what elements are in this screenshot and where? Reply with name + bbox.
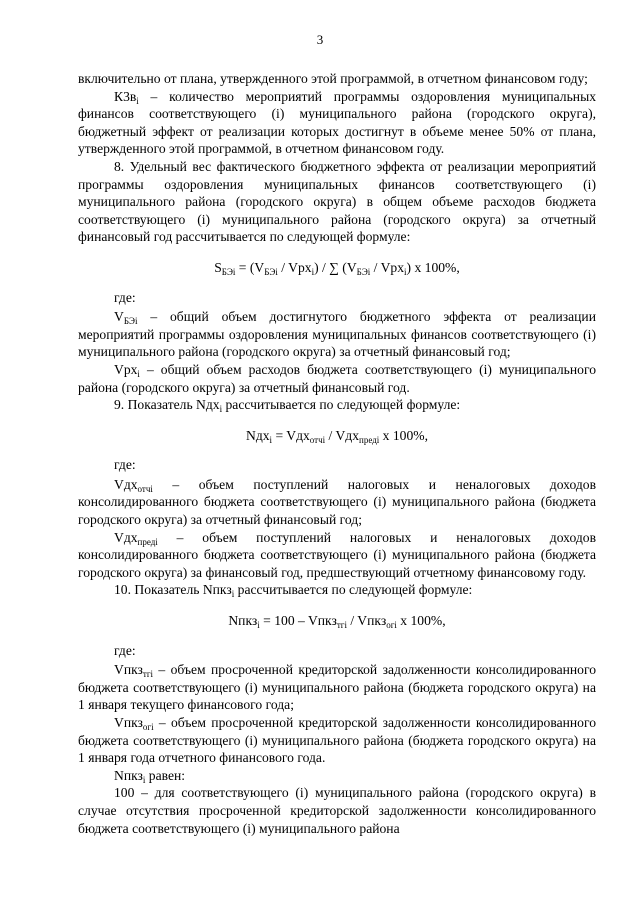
definition-text: – объем просроченной кредиторской задолженности консолидированного бюджета соответствующего (i) муниципального района (бюджета городского округа) на 1 января года отчетного финансового года. <box>78 715 596 766</box>
text-part: равен: <box>145 767 186 783</box>
formula-part: / Vпкз <box>346 613 387 629</box>
paragraph-100-case: 100 – для соответствующего (i) муниципального района (городского округа) в случае отсутствия просроченной кредиторской задолженности консолидированного бюджета соответствующего (i) муниципального района <box>78 785 596 836</box>
formula-subscript: i <box>269 434 273 445</box>
definition-vpx <box>78 361 596 396</box>
subscript: предi <box>137 536 158 547</box>
definition-vpkz-tg <box>78 661 596 714</box>
formula-subscript: i <box>404 266 407 277</box>
paragraph-9 <box>78 396 596 414</box>
definition-text: – общий объем расходов бюджета соответствующего (i) муниципального района (городского округа) за отчетный финансовый год. <box>78 361 596 395</box>
subscript: i <box>137 368 140 379</box>
text-part: рассчитывается по следующей формуле: <box>222 397 461 413</box>
formula-part: ) / ∑ (V <box>314 259 357 275</box>
paragraph-10 <box>78 581 596 599</box>
page-number: 3 <box>316 32 324 47</box>
formula-subscript: тгi <box>336 620 347 631</box>
subscript: i <box>136 95 139 106</box>
formula-part: / Vpx <box>370 259 405 275</box>
formula-subscript: БЭi <box>356 266 371 277</box>
text-part: рассчитывается по следующей формуле: <box>234 582 473 598</box>
definition-text: – объем просроченной кредиторской задолженности консолидированного бюджета соответствующего (i) муниципального района (бюджета городского округа) на 1 января текущего финансового года; <box>78 662 596 713</box>
subscript: огi <box>142 722 154 732</box>
formula-part: / Vдх <box>325 427 359 443</box>
formula-part: Nдх <box>246 427 270 443</box>
text-part: Nпкз <box>114 767 143 783</box>
formula-part: Nпкз <box>228 613 258 629</box>
formula-part: = (V <box>235 259 265 275</box>
symbol: Vдх <box>114 529 138 545</box>
formula-part: = 100 – Vпкз <box>259 613 337 629</box>
formula-subscript: отчi <box>309 434 326 445</box>
definition-vdx-pred <box>78 529 596 582</box>
definition-text: – количество мероприятий программы оздоровления муниципальных финансов соответствующего (i) муниципального района (городского округа), бюджетный эффект от реализации которых достигнут в объеме менее 50% от плана, утвержденного этой программой, в отчетном финансовом году. <box>78 88 596 157</box>
symbol: Vpx <box>114 361 138 377</box>
formula-part: / Vpx <box>277 259 312 275</box>
subscript: отчi <box>137 483 153 494</box>
where-label: где: <box>114 457 136 473</box>
definition-vdx-otch <box>78 476 596 529</box>
paragraph-intro: включительно от плана, утвержденного этой программой, в отчетном финансовом году; <box>78 71 588 86</box>
formula-subscript: БЭi <box>264 266 278 277</box>
definition-k3v <box>78 88 596 158</box>
formula-sbe <box>78 259 596 277</box>
formula-subscript: БЭi <box>221 266 236 277</box>
formula-ndx <box>78 427 596 445</box>
formula-npkz <box>78 612 596 630</box>
page-body <box>78 70 596 837</box>
definition-vpkz-og <box>78 714 596 767</box>
definition-text: – объем поступлений налоговых и неналоговых доходов консолидированного бюджета соответствующего (i) муниципального района (бюджета городского округа) за отчетный финансовый год; <box>78 476 596 528</box>
symbol: Vдх <box>114 476 138 492</box>
definition-text: – общий объем достигнутого бюджетного эффекта от реализации мероприятий программы оздоровления муниципальных финансов соответствующего (i) муниципального района (городского округа) за отчетный финансовый год; <box>78 309 596 360</box>
subscript: i <box>231 589 235 600</box>
paragraph-8: 8. Удельный вес фактического бюджетного эффекта от реализации мероприятий программы оздоровления муниципальных финансов соответствующего (i) муниципального района (городского округа) в общем объеме расходов бюджета соответствующего (i) муниципального района (городского округа) за отчетный финансовый год рассчитывается по следующей формуле: <box>78 158 596 245</box>
where-label: где: <box>114 642 136 658</box>
subscript: БЭi <box>123 316 138 327</box>
npkz-equals-line <box>78 767 596 785</box>
symbol: V <box>114 309 124 325</box>
formula-part: x 100%, <box>396 613 446 629</box>
formula-subscript: i <box>311 266 315 277</box>
formula-part: S <box>214 259 222 275</box>
definition-text: – объем поступлений налоговых и неналоговых доходов консолидированного бюджета соответствующего (i) муниципального района (бюджета городского округа) за финансовый год, предшествующий отчетному финансовому году. <box>78 529 596 580</box>
symbol: Vпкз <box>114 715 143 730</box>
text-part: 9. Показатель Nдх <box>114 397 220 413</box>
formula-subscript: огi <box>386 620 397 631</box>
subscript: тгi <box>142 669 154 680</box>
formula-part: ) x 100%, <box>406 259 460 275</box>
definition-vbe <box>78 308 596 361</box>
text-part: 10. Показатель Nпкз <box>114 582 232 598</box>
symbol: К3в <box>114 88 137 104</box>
formula-subscript: i <box>257 620 260 631</box>
formula-part: x 100%, <box>379 427 428 443</box>
subscript: i <box>142 774 146 785</box>
symbol: Vпкз <box>114 662 143 678</box>
formula-subscript: предi <box>359 434 380 445</box>
subscript: i <box>219 404 223 415</box>
where-label: где: <box>114 289 136 305</box>
formula-part: = Vдх <box>272 427 310 443</box>
